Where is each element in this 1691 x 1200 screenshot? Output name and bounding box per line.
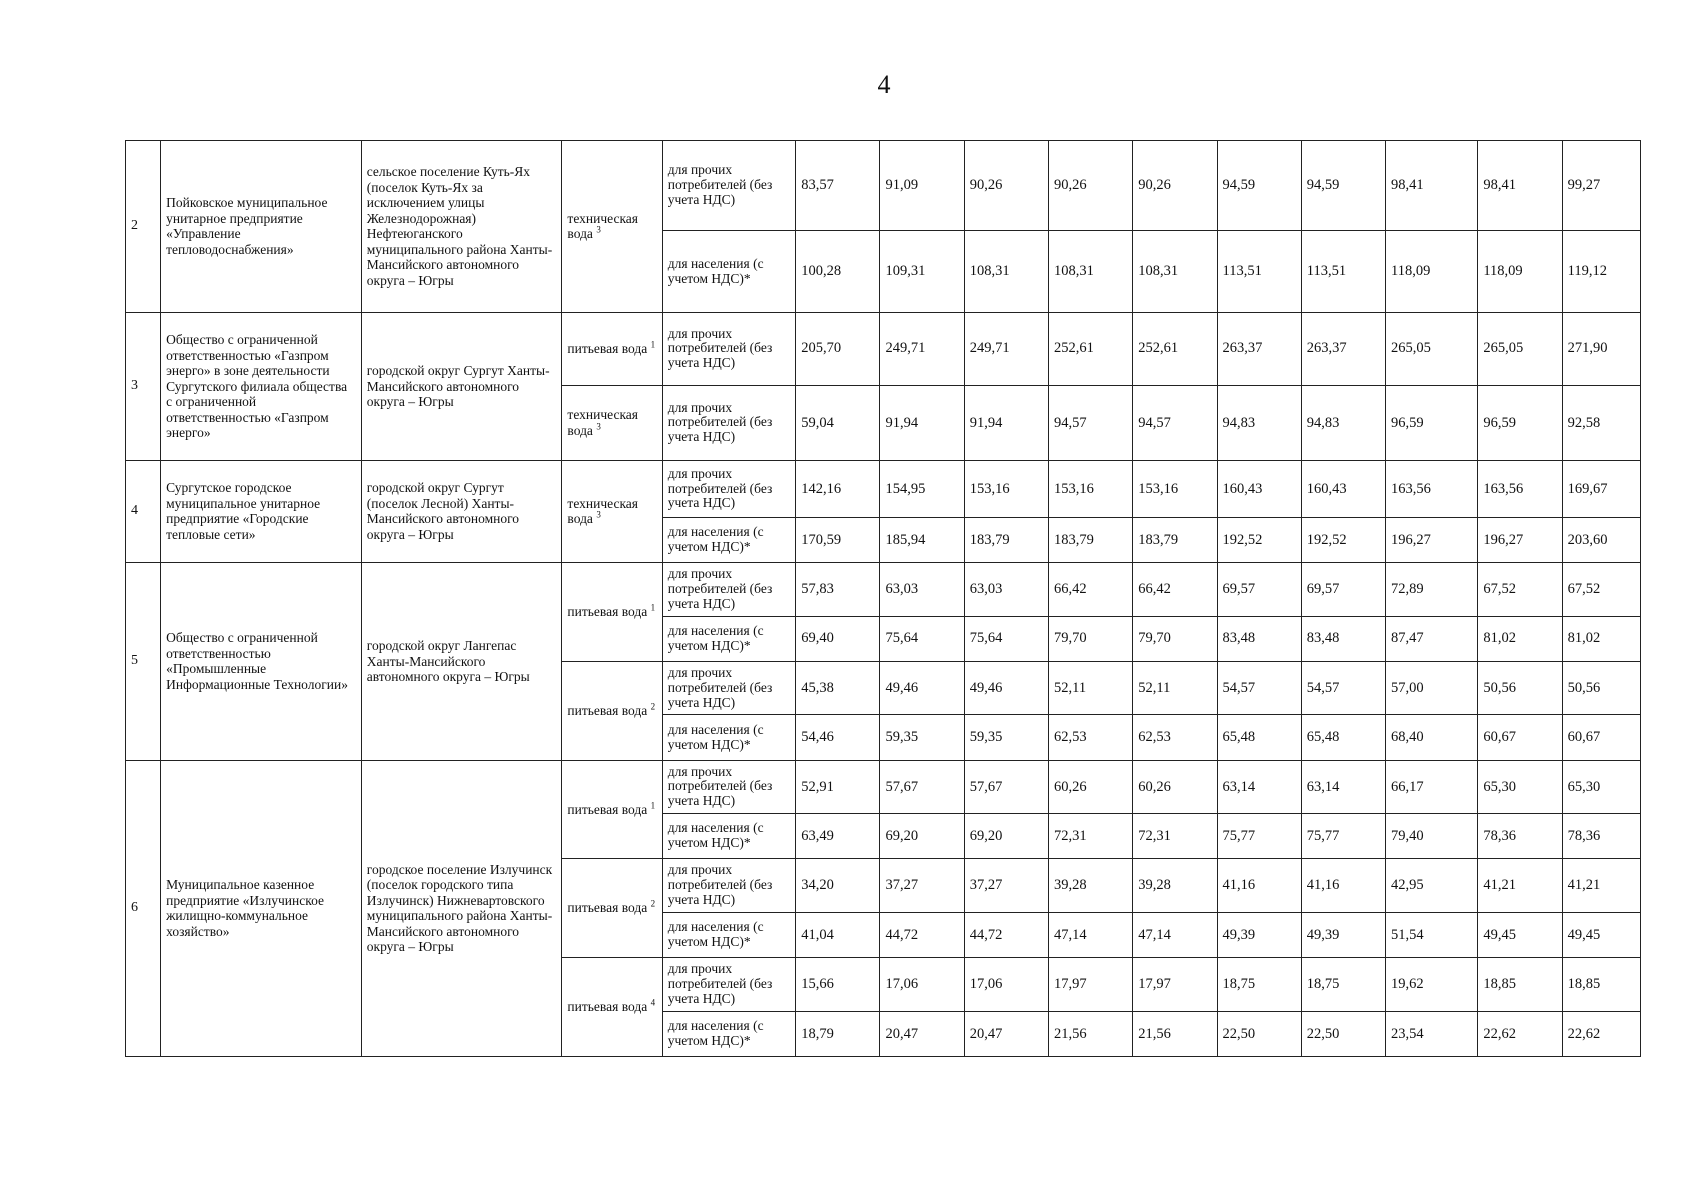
tariff-value: 37,27 — [964, 859, 1048, 913]
tariff-value: 68,40 — [1386, 715, 1478, 760]
table-row — [126, 760, 1641, 814]
tariff-table-body — [126, 141, 1641, 1057]
tariff-value: 87,47 — [1386, 616, 1478, 661]
water-type — [562, 312, 662, 385]
tariff-value: 20,47 — [880, 1011, 964, 1056]
tariff-value: 163,56 — [1386, 460, 1478, 517]
tariff-value: 205,70 — [796, 312, 880, 385]
consumer-category: для населения (с учетом НДС)* — [662, 814, 795, 859]
tariff-value: 90,26 — [964, 141, 1048, 231]
tariff-value: 79,40 — [1386, 814, 1478, 859]
consumer-category: для населения (с учетом НДС)* — [662, 1011, 795, 1056]
tariff-value: 44,72 — [964, 913, 1048, 958]
tariff-value: 63,49 — [796, 814, 880, 859]
tariff-value: 94,59 — [1301, 141, 1385, 231]
tariff-value: 113,51 — [1301, 231, 1385, 313]
tariff-value: 196,27 — [1386, 517, 1478, 562]
tariff-value: 78,36 — [1562, 814, 1640, 859]
footnote-mark: 1 — [650, 602, 656, 613]
tariff-value: 65,30 — [1562, 760, 1640, 814]
consumer-category: для населения (с учетом НДС)* — [662, 231, 795, 313]
tariff-value: 94,57 — [1133, 385, 1217, 460]
row-number: 2 — [126, 141, 161, 313]
tariff-value: 49,45 — [1478, 913, 1562, 958]
tariff-value: 118,09 — [1478, 231, 1562, 313]
tariff-value: 154,95 — [880, 460, 964, 517]
tariff-value: 62,53 — [1133, 715, 1217, 760]
tariff-value: 34,20 — [796, 859, 880, 913]
tariff-value: 63,03 — [880, 562, 964, 616]
tariff-value: 94,57 — [1048, 385, 1132, 460]
table-row — [126, 312, 1641, 385]
tariff-value: 54,57 — [1217, 661, 1301, 715]
tariff-value: 78,36 — [1478, 814, 1562, 859]
water-type-label: техническая вода — [567, 407, 639, 438]
row-number: 6 — [126, 760, 161, 1056]
tariff-value: 142,16 — [796, 460, 880, 517]
tariff-value: 22,50 — [1217, 1011, 1301, 1056]
tariff-value: 83,48 — [1301, 616, 1385, 661]
tariff-value: 75,77 — [1217, 814, 1301, 859]
footnote-mark: 3 — [596, 224, 601, 235]
tariff-value: 249,71 — [964, 312, 1048, 385]
page-number: 4 — [877, 70, 891, 99]
consumer-category: для прочих потребителей (без учета НДС) — [662, 562, 795, 616]
footnote-mark: 2 — [650, 701, 656, 712]
tariff-value: 69,20 — [964, 814, 1048, 859]
tariff-value: 265,05 — [1386, 312, 1478, 385]
tariff-value: 41,16 — [1301, 859, 1385, 913]
consumer-category: для прочих потребителей (без учета НДС) — [662, 460, 795, 517]
tariff-value: 263,37 — [1301, 312, 1385, 385]
consumer-category: для населения (с учетом НДС)* — [662, 715, 795, 760]
tariff-value: 66,42 — [1048, 562, 1132, 616]
tariff-value: 22,62 — [1478, 1011, 1562, 1056]
consumer-category: для населения (с учетом НДС)* — [662, 616, 795, 661]
table-row — [126, 460, 1641, 517]
tariff-value: 18,75 — [1217, 958, 1301, 1012]
consumer-category: для прочих потребителей (без учета НДС) — [662, 859, 795, 913]
consumer-category: для населения (с учетом НДС)* — [662, 913, 795, 958]
tariff-value: 252,61 — [1048, 312, 1132, 385]
tariff-value: 22,50 — [1301, 1011, 1385, 1056]
organization-name: Общество с ограниченной ответственностью «Промышленные Информационные Технологии» — [161, 562, 362, 760]
water-type-label: техническая вода — [567, 210, 639, 242]
tariff-value: 21,56 — [1048, 1011, 1132, 1056]
tariff-value: 265,05 — [1478, 312, 1562, 385]
tariff-value: 252,61 — [1133, 312, 1217, 385]
tariff-value: 67,52 — [1562, 562, 1640, 616]
tariff-value: 21,56 — [1133, 1011, 1217, 1056]
tariff-value: 119,12 — [1562, 231, 1640, 313]
tariff-value: 15,66 — [796, 958, 880, 1012]
water-type — [562, 385, 662, 460]
tariff-value: 20,47 — [964, 1011, 1048, 1056]
tariff-value: 91,94 — [880, 385, 964, 460]
tariff-value: 17,06 — [964, 958, 1048, 1012]
tariff-value: 52,91 — [796, 760, 880, 814]
tariff-value: 60,67 — [1478, 715, 1562, 760]
footnote-mark: 3 — [596, 509, 601, 520]
tariff-value: 22,62 — [1562, 1011, 1640, 1056]
tariff-value: 66,42 — [1133, 562, 1217, 616]
tariff-value: 41,21 — [1478, 859, 1562, 913]
footnote-mark: 2 — [650, 898, 656, 909]
tariff-value: 18,75 — [1301, 958, 1385, 1012]
tariff-value: 67,52 — [1478, 562, 1562, 616]
tariff-value: 69,57 — [1301, 562, 1385, 616]
tariff-value: 75,77 — [1301, 814, 1385, 859]
territory: сельское поселение Куть-Ях (поселок Куть-Ях за исключением улицы Железнодорожная) Нефтеюганского муниципального района Ханты-Мансийского автономного округа – Югры — [361, 141, 562, 313]
tariff-value: 91,94 — [964, 385, 1048, 460]
tariff-value: 96,59 — [1386, 385, 1478, 460]
tariff-value: 17,06 — [880, 958, 964, 1012]
consumer-category: для прочих потребителей (без учета НДС) — [662, 312, 795, 385]
tariff-value: 108,31 — [1048, 231, 1132, 313]
tariff-value: 192,52 — [1217, 517, 1301, 562]
water-type-label: питьевая вода — [567, 801, 648, 817]
tariff-value: 18,85 — [1562, 958, 1640, 1012]
tariff-value: 54,46 — [796, 715, 880, 760]
consumer-category: для населения (с учетом НДС)* — [662, 517, 795, 562]
footnote-mark: 1 — [650, 339, 656, 350]
tariff-value: 50,56 — [1562, 661, 1640, 715]
tariff-value: 81,02 — [1478, 616, 1562, 661]
consumer-category: для прочих потребителей (без учета НДС) — [662, 958, 795, 1012]
consumer-category: для прочих потребителей (без учета НДС) — [662, 760, 795, 814]
water-type-label: питьевая вода — [567, 999, 648, 1015]
territory: городской округ Сургут Ханты-Мансийского автономного округа – Югры — [361, 312, 562, 460]
tariff-value: 263,37 — [1217, 312, 1301, 385]
tariff-value: 59,35 — [880, 715, 964, 760]
tariff-value: 60,26 — [1133, 760, 1217, 814]
water-type — [562, 859, 662, 958]
tariff-value: 49,46 — [880, 661, 964, 715]
tariff-value: 57,00 — [1386, 661, 1478, 715]
tariff-value: 49,45 — [1562, 913, 1640, 958]
tariff-value: 94,83 — [1217, 385, 1301, 460]
row-number: 5 — [126, 562, 161, 760]
tariff-value: 203,60 — [1562, 517, 1640, 562]
organization-name: Пойковское муниципальное унитарное предприятие «Управление тепловодоснабжения» — [161, 141, 362, 313]
tariff-value: 39,28 — [1048, 859, 1132, 913]
tariff-value: 249,71 — [880, 312, 964, 385]
organization-name: Муниципальное казенное предприятие «Излучинское жилищно-коммунальное хозяйство» — [161, 760, 362, 1056]
tariff-value: 153,16 — [964, 460, 1048, 517]
water-type-label: питьевая вода — [567, 341, 648, 357]
tariff-value: 108,31 — [1133, 231, 1217, 313]
tariff-value: 69,40 — [796, 616, 880, 661]
tariff-value: 183,79 — [1048, 517, 1132, 562]
tariff-value: 63,14 — [1217, 760, 1301, 814]
tariff-value: 59,35 — [964, 715, 1048, 760]
water-type — [562, 141, 662, 313]
tariff-value: 59,04 — [796, 385, 880, 460]
tariff-value: 83,48 — [1217, 616, 1301, 661]
tariff-value: 47,14 — [1048, 913, 1132, 958]
tariff-value: 96,59 — [1478, 385, 1562, 460]
tariff-value: 72,31 — [1133, 814, 1217, 859]
tariff-value: 51,54 — [1386, 913, 1478, 958]
tariff-table — [125, 140, 1641, 1057]
tariff-value: 113,51 — [1217, 231, 1301, 313]
tariff-value: 75,64 — [880, 616, 964, 661]
tariff-value: 60,67 — [1562, 715, 1640, 760]
tariff-value: 69,57 — [1217, 562, 1301, 616]
tariff-value: 79,70 — [1048, 616, 1132, 661]
water-type — [562, 460, 662, 562]
water-type — [562, 958, 662, 1057]
tariff-value: 108,31 — [964, 231, 1048, 313]
tariff-value: 17,97 — [1133, 958, 1217, 1012]
tariff-value: 57,83 — [796, 562, 880, 616]
footnote-mark: 3 — [596, 421, 601, 432]
tariff-value: 90,26 — [1048, 141, 1132, 231]
organization-name: Общество с ограниченной ответственностью «Газпром энерго» в зоне деятельности Сургутского филиала общества с ограниченной ответственностью «Газпром энерго» — [161, 312, 362, 460]
tariff-value: 160,43 — [1301, 460, 1385, 517]
tariff-value: 49,39 — [1217, 913, 1301, 958]
tariff-value: 72,89 — [1386, 562, 1478, 616]
tariff-value: 65,48 — [1217, 715, 1301, 760]
tariff-value: 45,38 — [796, 661, 880, 715]
tariff-value: 98,41 — [1386, 141, 1478, 231]
consumer-category: для прочих потребителей (без учета НДС) — [662, 661, 795, 715]
consumer-category: для прочих потребителей (без учета НДС) — [662, 385, 795, 460]
water-type-label: питьевая вода — [567, 702, 648, 718]
water-type — [562, 661, 662, 760]
row-number: 4 — [126, 460, 161, 562]
tariff-value: 37,27 — [880, 859, 964, 913]
tariff-value: 42,95 — [1386, 859, 1478, 913]
tariff-value: 98,41 — [1478, 141, 1562, 231]
water-type — [562, 562, 662, 661]
tariff-value: 79,70 — [1133, 616, 1217, 661]
tariff-value: 66,17 — [1386, 760, 1478, 814]
water-type-label: техническая вода — [567, 495, 639, 527]
tariff-value: 118,09 — [1386, 231, 1478, 313]
row-number: 3 — [126, 312, 161, 460]
tariff-value: 185,94 — [880, 517, 964, 562]
territory: городское поселение Излучинск (поселок городского типа Излучинск) Нижневартовского муниципального района Ханты-Мансийского автономного округа – Югры — [361, 760, 562, 1056]
tariff-value: 153,16 — [1133, 460, 1217, 517]
tariff-value: 49,39 — [1301, 913, 1385, 958]
tariff-value: 169,67 — [1562, 460, 1640, 517]
tariff-value: 65,48 — [1301, 715, 1385, 760]
tariff-value: 69,20 — [880, 814, 964, 859]
tariff-value: 60,26 — [1048, 760, 1132, 814]
tariff-value: 52,11 — [1048, 661, 1132, 715]
tariff-value: 90,26 — [1133, 141, 1217, 231]
tariff-value: 63,03 — [964, 562, 1048, 616]
tariff-value: 54,57 — [1301, 661, 1385, 715]
consumer-category: для прочих потребителей (без учета НДС) — [662, 141, 795, 231]
tariff-value: 41,21 — [1562, 859, 1640, 913]
tariff-value: 153,16 — [1048, 460, 1132, 517]
territory: городской округ Лангепас Ханты-Мансийского автономного округа – Югры — [361, 562, 562, 760]
tariff-value: 63,14 — [1301, 760, 1385, 814]
tariff-value: 41,16 — [1217, 859, 1301, 913]
tariff-value: 92,58 — [1562, 385, 1640, 460]
organization-name: Сургутское городское муниципальное унитарное предприятие «Городские тепловые сети» — [161, 460, 362, 562]
tariff-value: 99,27 — [1562, 141, 1640, 231]
tariff-value: 44,72 — [880, 913, 964, 958]
tariff-value: 39,28 — [1133, 859, 1217, 913]
tariff-value: 271,90 — [1562, 312, 1640, 385]
tariff-value: 100,28 — [796, 231, 880, 313]
tariff-value: 94,83 — [1301, 385, 1385, 460]
tariff-value: 196,27 — [1478, 517, 1562, 562]
water-type-label: питьевая вода — [567, 604, 648, 620]
tariff-value: 72,31 — [1048, 814, 1132, 859]
tariff-value: 94,59 — [1217, 141, 1301, 231]
tariff-value: 91,09 — [880, 141, 964, 231]
water-type — [562, 760, 662, 859]
tariff-value: 41,04 — [796, 913, 880, 958]
tariff-value: 65,30 — [1478, 760, 1562, 814]
tariff-value: 160,43 — [1217, 460, 1301, 517]
tariff-value: 75,64 — [964, 616, 1048, 661]
tariff-value: 81,02 — [1562, 616, 1640, 661]
tariff-value: 50,56 — [1478, 661, 1562, 715]
tariff-value: 109,31 — [880, 231, 964, 313]
tariff-value: 57,67 — [880, 760, 964, 814]
tariff-value: 62,53 — [1048, 715, 1132, 760]
tariff-value: 47,14 — [1133, 913, 1217, 958]
tariff-value: 17,97 — [1048, 958, 1132, 1012]
tariff-value: 163,56 — [1478, 460, 1562, 517]
tariff-value: 23,54 — [1386, 1011, 1478, 1056]
tariff-value: 183,79 — [964, 517, 1048, 562]
tariff-value: 83,57 — [796, 141, 880, 231]
tariff-value: 18,85 — [1478, 958, 1562, 1012]
tariff-value: 57,67 — [964, 760, 1048, 814]
table-row — [126, 562, 1641, 616]
footnote-mark: 1 — [650, 800, 656, 811]
footnote-mark: 4 — [650, 997, 656, 1008]
water-type-label: питьевая вода — [567, 900, 648, 916]
tariff-value: 18,79 — [796, 1011, 880, 1056]
territory: городской округ Сургут (поселок Лесной) Ханты-Мансийского автономного округа – Югры — [361, 460, 562, 562]
tariff-value: 183,79 — [1133, 517, 1217, 562]
tariff-value: 19,62 — [1386, 958, 1478, 1012]
tariff-value: 170,59 — [796, 517, 880, 562]
tariff-value: 52,11 — [1133, 661, 1217, 715]
table-row — [126, 141, 1641, 231]
tariff-value: 49,46 — [964, 661, 1048, 715]
tariff-value: 192,52 — [1301, 517, 1385, 562]
